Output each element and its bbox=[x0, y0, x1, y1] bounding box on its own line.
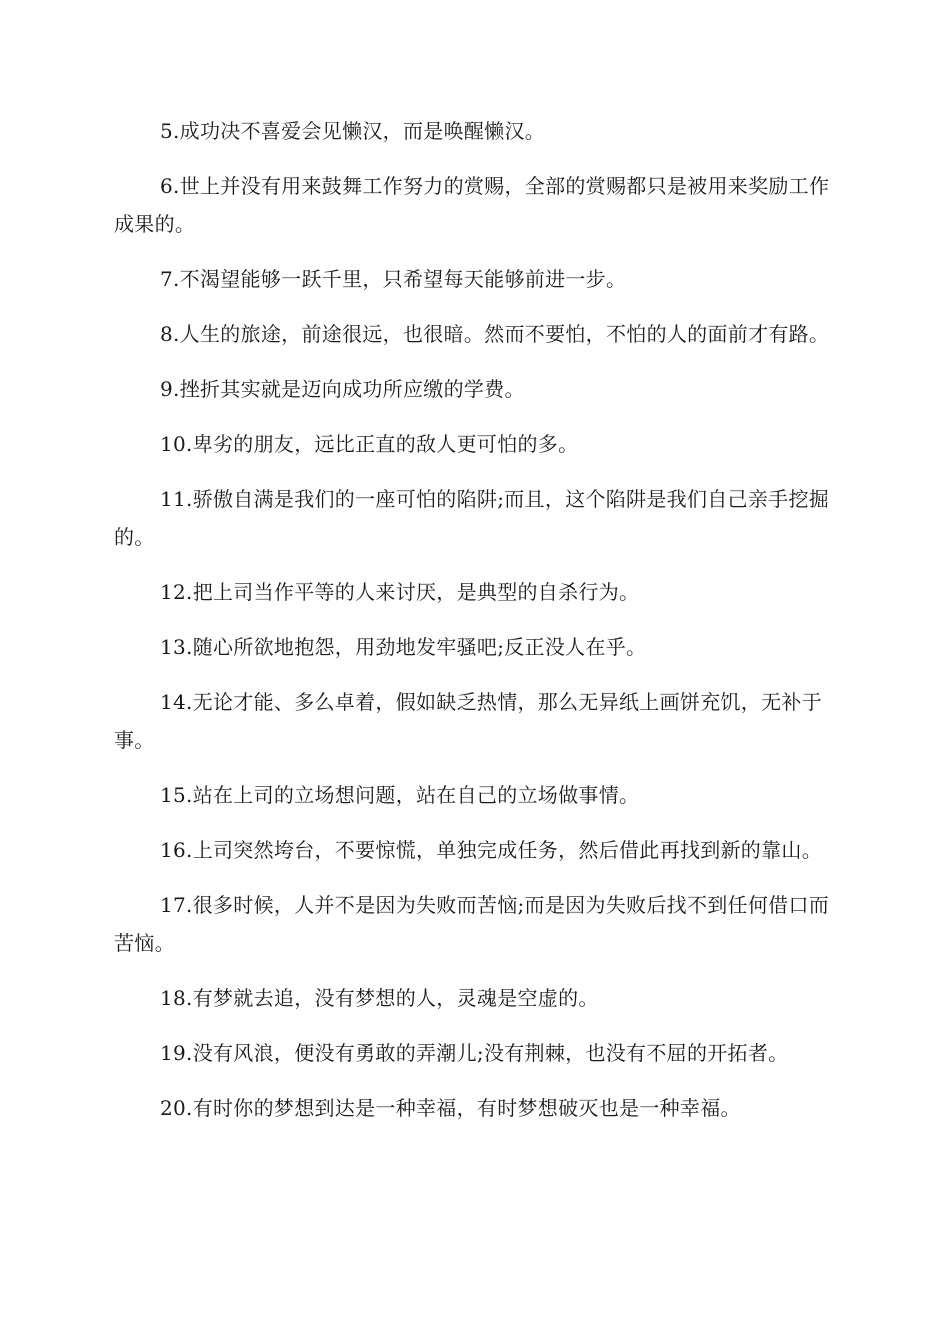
paragraph-8: 8.人生的旅途，前途很远，也很暗。然而不要怕，不怕的人的面前才有路。 bbox=[160, 322, 830, 346]
paragraph-13: 13.随心所欲地抱怨，用劲地发牢骚吧;反正没人在乎。 bbox=[160, 635, 647, 659]
paragraph-19: 19.没有风浪，便没有勇敢的弄潮儿;没有荆棘，也没有不屈的开拓者。 bbox=[160, 1041, 789, 1065]
paragraph-15: 15.站在上司的立场想问题，站在自己的立场做事情。 bbox=[160, 783, 640, 807]
paragraph-18: 18.有梦就去追，没有梦想的人，灵魂是空虚的。 bbox=[160, 986, 599, 1010]
paragraph-9: 9.挫折其实就是迈向成功所应缴的学费。 bbox=[160, 377, 525, 401]
paragraph-11: 11.骄傲自满是我们的一座可怕的陷阱;而且，这个陷阱是我们自己亲手挖掘的。 bbox=[114, 487, 830, 549]
paragraph-10: 10.卑劣的朋友，远比正直的敌人更可怕的多。 bbox=[160, 432, 579, 456]
paragraph-12: 12.把上司当作平等的人来讨厌，是典型的自杀行为。 bbox=[160, 580, 640, 604]
paragraph-6: 6.世上并没有用来鼓舞工作努力的赏赐，全部的赏赐都只是被用来奖励工作成果的。 bbox=[114, 174, 830, 236]
document-body bbox=[114, 112, 834, 1144]
paragraph-7: 7.不渴望能够一跃千里，只希望每天能够前进一步。 bbox=[160, 267, 627, 291]
paragraph-16: 16.上司突然垮台，不要惊慌，单独完成任务，然后借此再找到新的靠山。 bbox=[160, 838, 823, 862]
paragraph-17: 17.很多时候，人并不是因为失败而苦恼;而是因为失败后找不到任何借口而苦恼。 bbox=[114, 893, 830, 955]
paragraph-20: 20.有时你的梦想到达是一种幸福，有时梦想破灭也是一种幸福。 bbox=[160, 1096, 741, 1120]
paragraph-14: 14.无论才能、多么卓着，假如缺乏热情，那么无异纸上画饼充饥，无补于事。 bbox=[114, 690, 823, 752]
paragraph-5: 5.成功决不喜爱会见懒汉，而是唤醒懒汉。 bbox=[160, 119, 546, 143]
